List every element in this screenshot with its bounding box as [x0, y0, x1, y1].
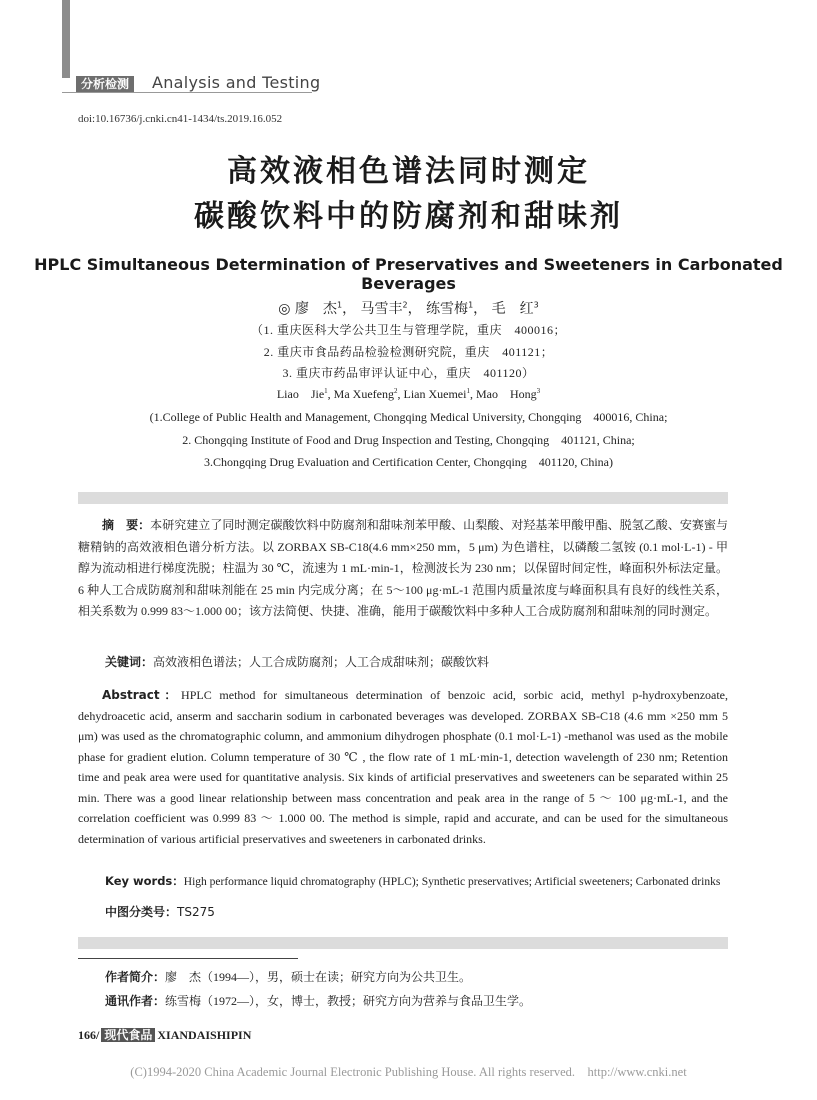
author-name: 马雪丰 [360, 301, 403, 317]
bio-divider-band [78, 937, 728, 949]
author-name-en: Lian Xuemei [403, 387, 467, 401]
page-number: 166 [78, 1028, 96, 1042]
copyright-notice: (C)1994-2020 China Academic Journal Electronic Publishing House. All rights reserved. http://www.cnki.net [130, 1065, 687, 1079]
keywords-cn [105, 653, 489, 670]
author-mark: ◎ [278, 301, 291, 317]
author-affil-sup: 2 [402, 300, 408, 310]
corresponding-author-text: 练雪梅（1972—），女，博士，教授；研究方向为营养与食品卫生学。 [165, 994, 532, 1008]
authors-en: Liao Jie$^1$, Ma Xuefeng$^2$, Lian Xuemei$^1$, Mao Hong$^3$ [276, 387, 541, 401]
abstract-divider-band [78, 492, 728, 504]
corresponding-author-label: 通讯作者： [105, 994, 166, 1008]
author-name: 练雪梅 [426, 301, 469, 317]
keywords-cn-label: 关键词： [105, 655, 154, 669]
abstract-en-text: HPLC method for simultaneous determination of benzoic acid, sorbic acid, methyl p-hydroxybenzoate, dehydroacetic acid, anserm and saccharin sodium in carbonated beverages was developed. ZORBAX SB-C18 (4.6 mm ×250 mm 5 μm) was used as the chromatographic column, and ammonium dihydrogen phosphate (0.1 mol·L-1) -methanol was used as the mobile phase for gradient elution. Column temperature of 30 ℃ , the flow rate of 1 mL·min-1, detection wavelength of 230 nm; Retention time and peak area were used for quantitative analysis. Six kinds of artificial preservatives and sweeteners can be separated within 25 min. There was a good linear relationship between mass concentration and peak area in the range of 5 ～ 100 μg·mL-1, and the correlation coefficient was 0.999 83 ～ 1.000 00. The method is simple, rapid and accurate, and can be used for the simultaneous determination of various artificial preservatives and sweeteners in carbonated drinks. [78, 688, 729, 846]
author-bio-text: 廖 杰（1994—），男，硕士在读；研究方向为公共卫生。 [165, 970, 472, 984]
clc-value: TS275 [177, 905, 215, 919]
header-rule [62, 92, 312, 93]
corresponding-author [105, 992, 531, 1009]
affiliation-cn: （1. 重庆医科大学公共卫生与管理学院，重庆 400016； [250, 323, 566, 337]
affiliation-en: 3.Chongqing Drug Evaluation and Certification Center, Chongqing 401120, China) [203, 455, 613, 469]
author-bio-label: 作者简介： [105, 970, 166, 984]
journal-name-en: XIANDAISHIPIN [157, 1028, 252, 1042]
top-margin-bar [62, 0, 70, 78]
footnote-rule [78, 958, 298, 959]
keywords-en-label: Key words： [105, 874, 184, 888]
affiliation-cn: 3. 重庆市药品审评认证中心，重庆 401120） [282, 366, 535, 380]
author-name: 毛 红 [491, 301, 534, 317]
abstract-cn [78, 515, 728, 623]
author-affil-sup: 1 [324, 387, 328, 395]
author-affil-sup: 3 [533, 300, 539, 310]
abstract-cn-label: 摘 要： [102, 518, 151, 532]
section-title-en: Analysis and Testing [152, 73, 321, 92]
abstract-cn-text: 本研究建立了同时测定碳酸饮料中防腐剂和甜味剂苯甲酸、山梨酸、对羟基苯甲酸甲酯、脱氢乙酸、安赛蜜与糖精钠的高效液相色谱分析方法。以 ZORBAX SB-C18(4.6 mm×250 mm，5 μm) 为色谱柱，以磷酸二氢铵 (0.1 mol·L-1) - 甲醇为流动相进行梯度洗脱；柱温为 30 ℃，流速为 1 mL·min-1，检测波长为 230 nm；以保留时间定性，峰面积外标法定量。6 种人工合成防腐剂和甜味剂能在 25 min 内完成分离；在 5～100 μg·mL-1 范围内质量浓度与峰面积具有良好的线性关系，相关系数为 0.999 83～1.000 00；该方法简便、快捷、准确，能用于碳酸饮料中多种人工合成防腐剂和甜味剂的同时测定。 [78, 518, 728, 618]
affiliation-en: (1.College of Public Health and Management, Chongqing Medical University, Chongqing 400016, China; [149, 410, 668, 424]
title-cn-line-1: 高效液相色谱法同时测定 [227, 154, 590, 189]
keywords-cn-text: 高效液相色谱法；人工合成防腐剂；人工合成甜味剂；碳酸饮料 [153, 655, 490, 669]
author-name-en: Liao Jie [276, 387, 325, 401]
affiliation-en: 2. Chongqing Institute of Food and Drug Inspection and Testing, Chongqing 401121, China; [182, 433, 635, 447]
author-name-en: Mao Hong [475, 387, 537, 401]
keywords-en-text: High performance liquid chromatography (HPLC); Synthetic preservatives; Artificial sweeteners; Carbonated drinks [183, 876, 721, 888]
author-name-en: Ma Xuefeng [333, 387, 394, 401]
authors-cn: ◎ 廖 杰$^1$， 马雪丰$^2$， 练雪梅$^1$， 毛 红$^3$ [278, 300, 539, 317]
clc-number [105, 903, 215, 920]
author-affil-sup: 2 [393, 387, 398, 395]
abstract-en-label: Abstract： [102, 688, 182, 702]
author-affil-sup: 1 [466, 387, 470, 395]
title-en: HPLC Simultaneous Determination of Preservatives and Sweeteners in Carbonated Beverages [34, 255, 783, 293]
abstract-en [78, 685, 728, 849]
page-footer: 166/ 现代食品 XIANDAISHIPIN [78, 1028, 252, 1042]
author-name: 廖 杰 [294, 301, 337, 317]
author-affil-sup: 3 [536, 387, 541, 395]
clc-label: 中图分类号： [105, 905, 178, 919]
journal-name-cn: 现代食品 [101, 1028, 155, 1042]
author-affil-sup: 1 [336, 300, 343, 310]
title-cn-line-2: 碳酸饮料中的防腐剂和甜味剂 [194, 199, 623, 234]
keywords-en [105, 873, 720, 889]
author-affil-sup: 1 [468, 300, 474, 310]
doi[interactable]: doi:10.16736/j.cnki.cn41-1434/ts.2019.16.052 [78, 113, 283, 125]
section-tag-cn: 分析检测 [76, 76, 134, 92]
author-bio [105, 968, 471, 985]
affiliation-cn: 2. 重庆市食品药品检验检测研究院，重庆 401121； [263, 345, 554, 359]
